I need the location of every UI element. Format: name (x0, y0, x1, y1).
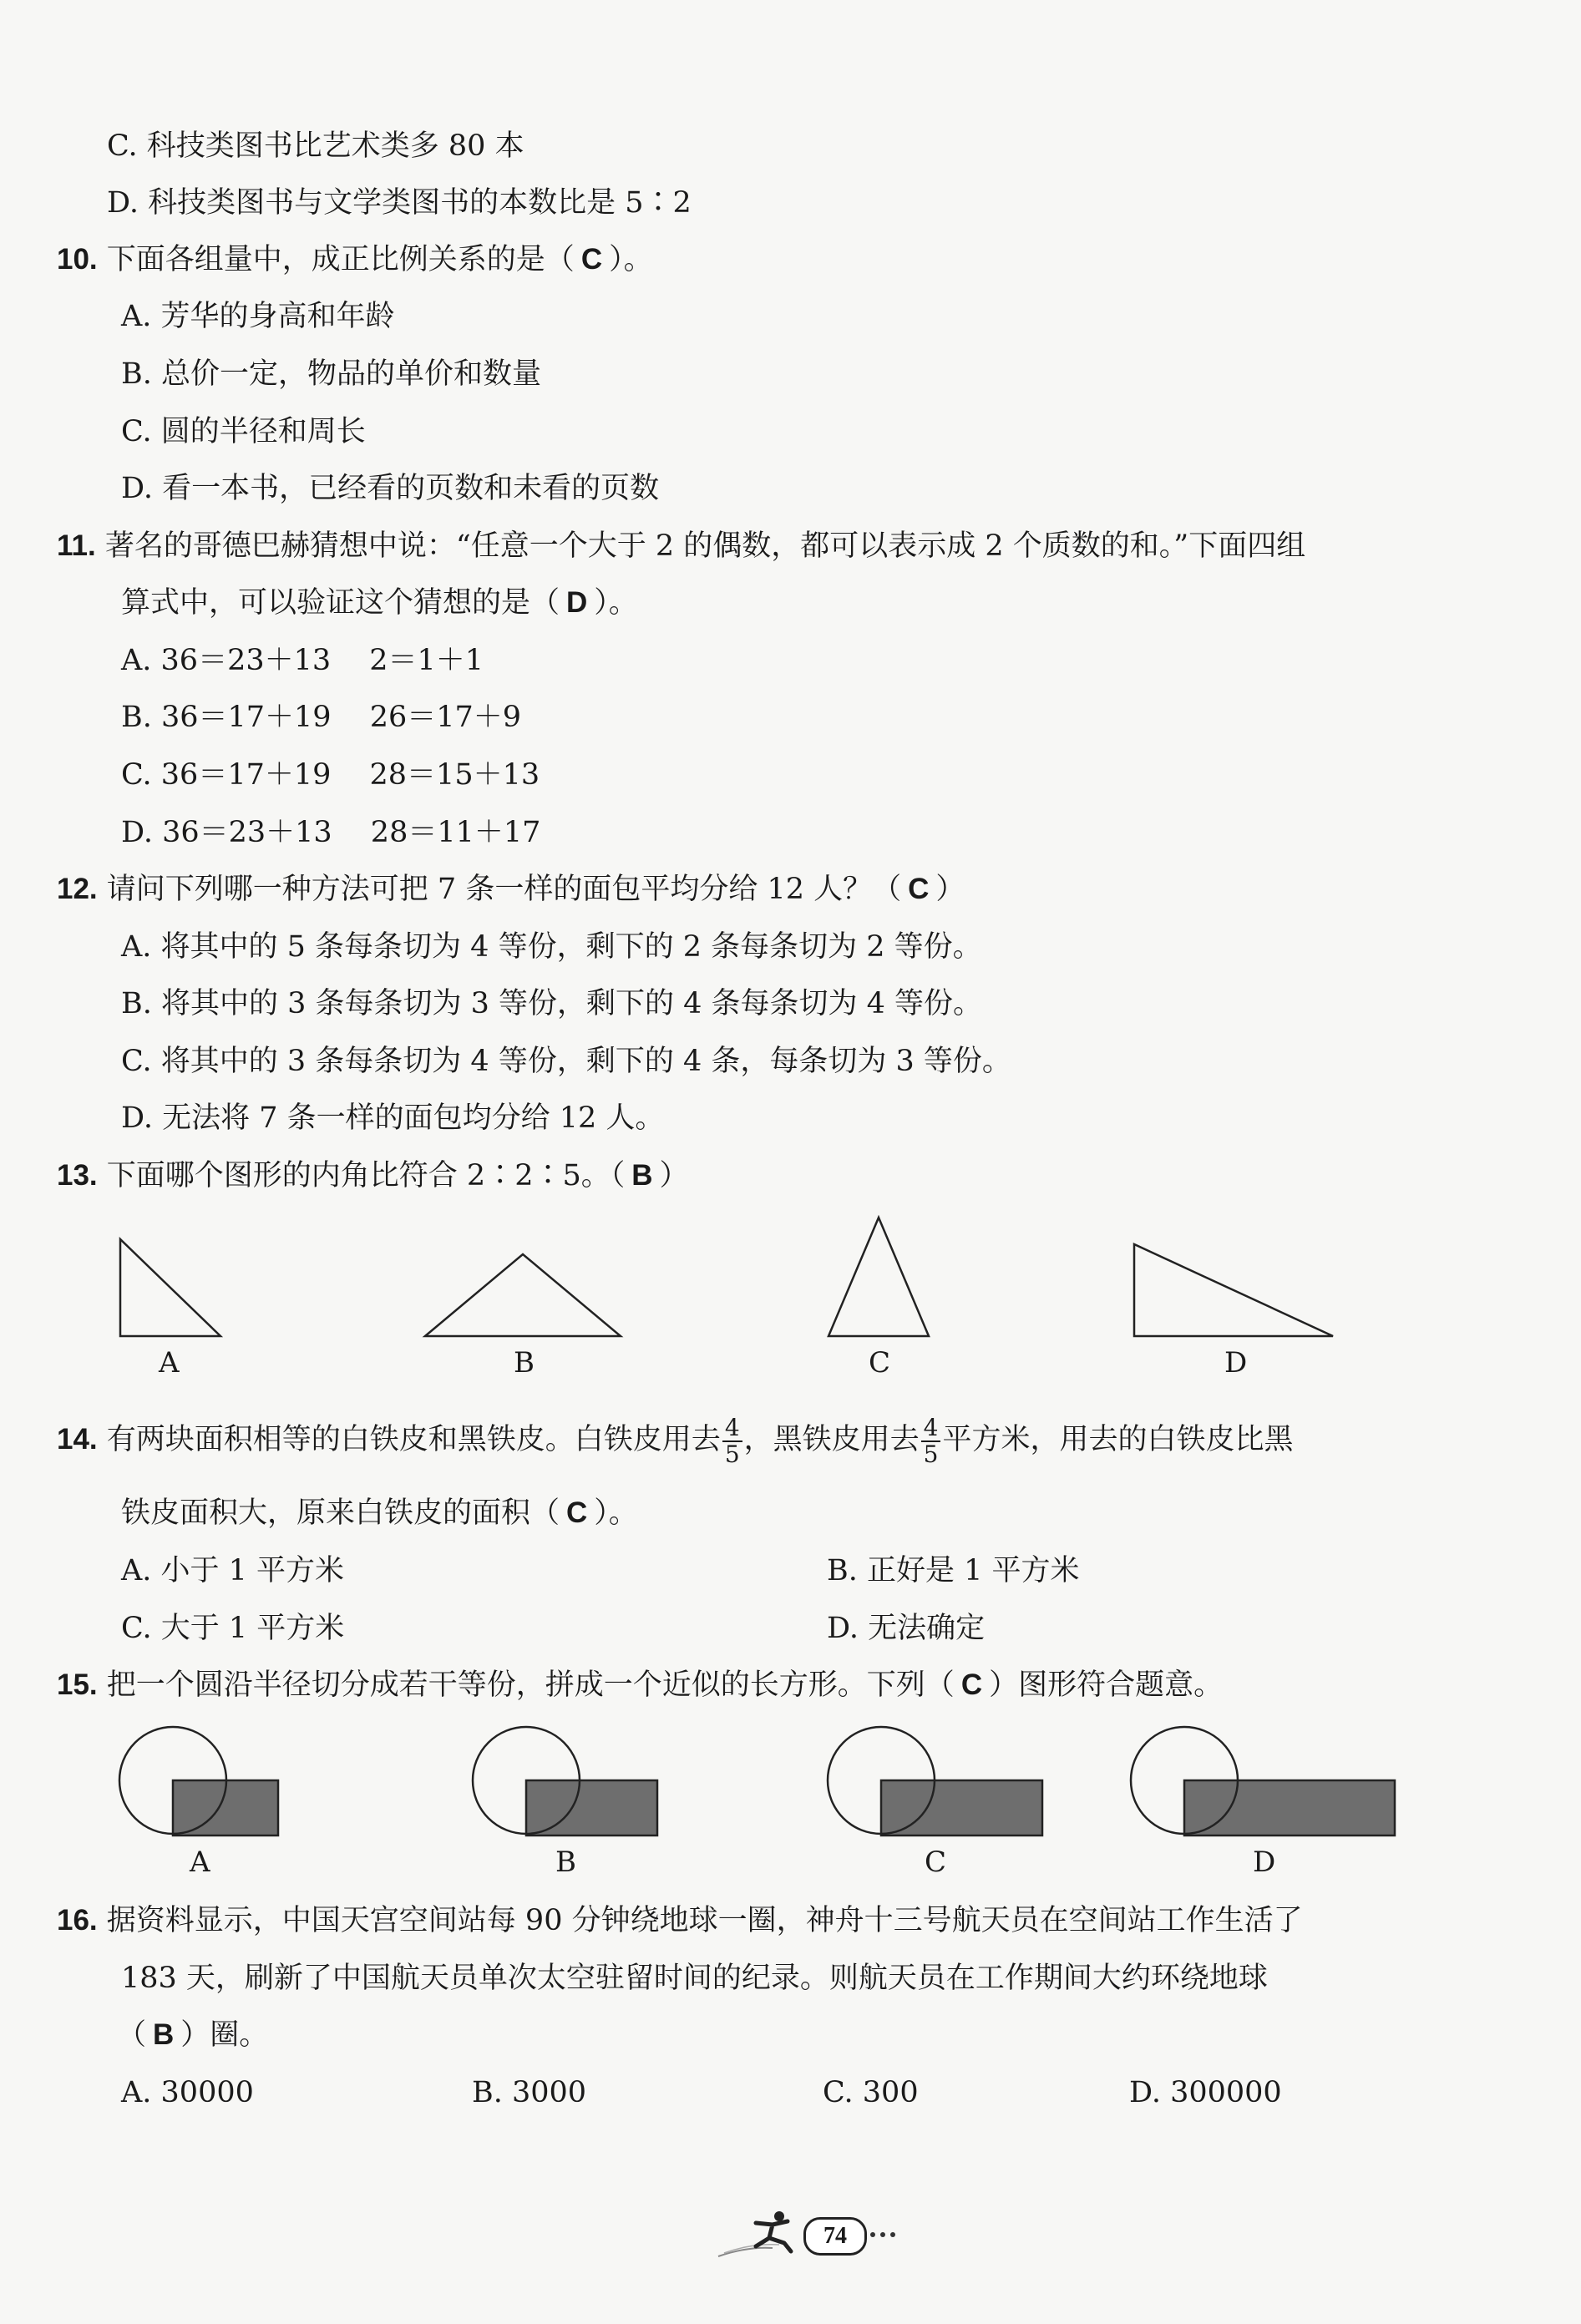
q16-stem-line2: 183 天，刷新了中国航天员单次太空驻留时间的纪录。则航天员在工作期间大约环绕地球 (121, 1962, 1268, 1995)
figure-d (1131, 1727, 1395, 1835)
q10-option-c: C. 圆的半径和周长 (121, 415, 366, 448)
q10-option-b: B. 总价一定，物品的单价和数量 (121, 357, 541, 391)
q16-stem-line3: （ B ）圈。 (117, 2018, 269, 2052)
q16-stem-line1: 16. 据资料显示，中国天宫空间站每 90 分钟绕地球一圈，神舟十三号航天员在空间站工作生活了 (57, 1904, 1303, 1937)
q16-option-a: A. 30000 (121, 2076, 254, 2109)
q10-option-a: A. 芳华的身高和年龄 (121, 300, 395, 333)
q15-answer: C (960, 1668, 983, 1701)
question-number: 14. (57, 1423, 98, 1456)
q11-stem-line2: 算式中，可以验证这个猜想的是（ D ）。 (121, 586, 638, 620)
q11-option-a: A. 36＝23＋13 2＝1＋1 (121, 644, 484, 677)
q14-option-b: B. 正好是 1 平方米 (827, 1554, 1080, 1587)
figure-b (473, 1727, 657, 1835)
figure-a (119, 1727, 278, 1835)
q11-option-c: C. 36＝17＋19 28＝15＋13 (121, 758, 540, 792)
q10-option-d: D. 看一本书，已经看的页数和未看的页数 (121, 472, 660, 505)
q12-stem: 12. 请问下列哪一种方法可把 7 条一样的面包平均分给 12 人？（ C ） (57, 873, 965, 906)
figure-c (828, 1727, 1042, 1835)
q14-stem-line1: 14. 有两块面积相等的白铁皮和黑铁皮。白铁皮用去 $\frac{4}{5}$ ，黑铁皮用去 $\frac{4}{5}$ 平方米，用去的白铁皮比黑 (57, 1413, 1294, 1468)
q15-label-b: B (555, 1846, 576, 1879)
q12-option-b: B. 将其中的 3 条每条切为 3 等份，剩下的 4 条每条切为 4 等份。 (121, 987, 983, 1020)
q14-option-d: D. 无法确定 (827, 1612, 986, 1645)
fraction-four-fifths-sq-m: $\frac{4}{5}$ (921, 1415, 941, 1467)
q13-stem: 13. 下面哪个图形的内角比符合 2∶2∶5。（ B ） (57, 1159, 689, 1192)
question-number: 12. (57, 873, 98, 905)
q16-option-d: D. 300000 (1129, 2076, 1282, 2109)
fraction-four-fifths: $\frac{4}{5}$ (722, 1415, 742, 1467)
q15-label-d: D (1253, 1846, 1276, 1879)
q9-option-d: D. 科技类图书与文学类图书的本数比是 5∶2 (107, 186, 692, 220)
q14-stem-line2: 铁皮面积大，原来白铁皮的面积（ C ）。 (121, 1496, 638, 1530)
q9-option-c: C. 科技类图书比艺术类多 80 本 (107, 129, 524, 163)
q14-option-c: C. 大于 1 平方米 (121, 1612, 345, 1645)
q15-label-a: A (190, 1846, 210, 1879)
question-number: 11. (57, 529, 96, 562)
q15-stem: 15. 把一个圆沿半径切分成若干等份，拼成一个近似的长方形。下列（ C ）图形符合题意。 (57, 1668, 1224, 1702)
question-number: 13. (57, 1159, 98, 1192)
question-number: 15. (57, 1668, 98, 1701)
q13-answer: B (631, 1159, 653, 1192)
q14-option-a: A. 小于 1 平方米 (121, 1554, 345, 1587)
q16-answer: B (153, 2018, 175, 2051)
q11-option-d: D. 36＝23＋13 28＝11＋17 (121, 816, 541, 849)
q12-answer: C (908, 873, 930, 905)
q11-stem-line1: 11. 著名的哥德巴赫猜想中说：“任意一个大于 2 的偶数，都可以表示成 2 个质数的和。”下面四组 (57, 529, 1306, 563)
q13-label-d: D (1224, 1346, 1248, 1380)
q12-option-d: D. 无法将 7 条一样的面包均分给 12 人。 (121, 1101, 665, 1135)
q13-label-c: C (869, 1346, 891, 1380)
running-figure-icon (714, 2205, 806, 2263)
q10-answer: C (580, 243, 603, 276)
q13-label-b: B (514, 1346, 535, 1380)
q16-option-c: C. 300 (823, 2076, 919, 2109)
q15-label-c: C (925, 1846, 947, 1879)
q12-option-c: C. 将其中的 3 条每条切为 4 等份，剩下的 4 条，每条切为 3 等份。 (121, 1045, 1011, 1078)
q12-option-a: A. 将其中的 5 条每条切为 4 等份，剩下的 2 条每条切为 2 等份。 (121, 930, 982, 964)
q11-answer: D (566, 586, 588, 619)
dots-icon (869, 2230, 902, 2240)
q14-answer: C (566, 1496, 588, 1529)
q10-stem: 10. 下面各组量中，成正比例关系的是（ C ）。 (57, 243, 653, 276)
q16-option-b: B. 3000 (472, 2076, 587, 2109)
question-number: 10. (57, 243, 98, 276)
question-number: 16. (57, 1904, 98, 1937)
q13-label-a: A (159, 1346, 180, 1380)
q11-option-b: B. 36＝17＋19 26＝17＋9 (121, 701, 522, 734)
page-number: 74 (803, 2217, 867, 2256)
